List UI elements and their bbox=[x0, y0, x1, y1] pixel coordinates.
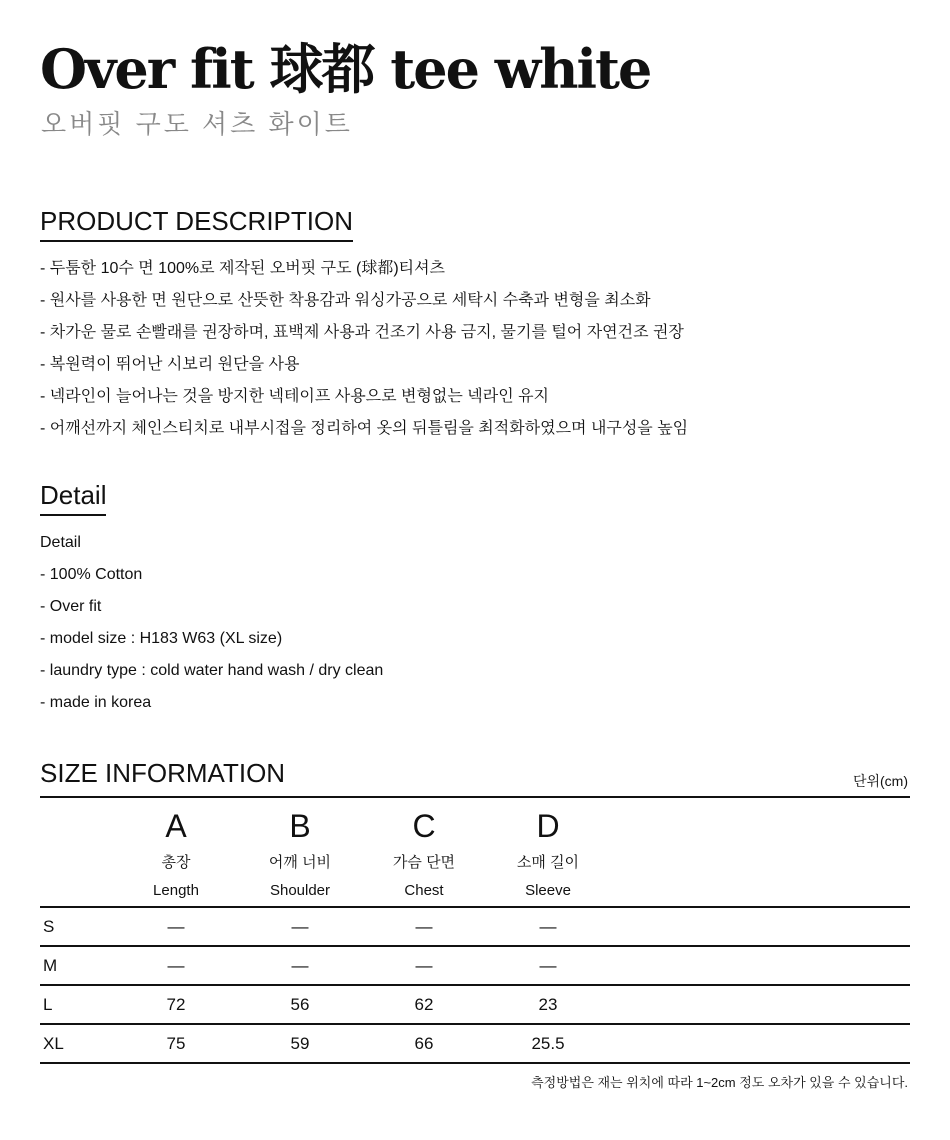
column-name-kr: 소매 길이 bbox=[516, 854, 580, 871]
size-value: — bbox=[114, 946, 238, 985]
size-value: — bbox=[486, 946, 610, 985]
size-value: 25.5 bbox=[486, 1024, 610, 1063]
size-value: — bbox=[238, 946, 362, 985]
column-name-en: Length bbox=[153, 882, 199, 899]
size-row-spacer bbox=[610, 907, 910, 946]
description-item: - 두툼한 10수 면 100%로 제작된 오버핏 구도 (球都)티셔츠 bbox=[40, 260, 446, 277]
column-name-en: Shoulder bbox=[269, 882, 331, 899]
size-value: — bbox=[114, 907, 238, 946]
size-row bbox=[40, 1024, 910, 1063]
product-subtitle: 오버핏 구도 셔츠 화이트 bbox=[41, 109, 353, 139]
detail-item: - made in korea bbox=[40, 694, 152, 711]
size-column-header-spacer bbox=[610, 797, 910, 907]
size-label: L bbox=[40, 985, 114, 1024]
size-label: S bbox=[40, 907, 114, 946]
size-row bbox=[40, 985, 910, 1024]
size-value: — bbox=[362, 907, 486, 946]
detail-list bbox=[40, 531, 383, 723]
size-value: — bbox=[238, 907, 362, 946]
size-value: 66 bbox=[362, 1024, 486, 1063]
detail-item: - model size : H183 W63 (XL size) bbox=[40, 630, 283, 647]
size-value: 62 bbox=[362, 985, 486, 1024]
size-value: — bbox=[486, 907, 610, 946]
description-item: - 복원력이 뛰어난 시보리 원단을 사용 bbox=[40, 356, 300, 373]
size-value: 56 bbox=[238, 985, 362, 1024]
size-value: 75 bbox=[114, 1024, 238, 1063]
description-item: - 원사를 사용한 면 원단으로 산뜻한 착용감과 워싱가공으로 세탁시 수축과 변형을 최소화 bbox=[40, 292, 651, 309]
detail-heading: Detail bbox=[40, 478, 106, 516]
size-value: 72 bbox=[114, 985, 238, 1024]
size-label: M bbox=[40, 946, 114, 985]
column-letter: C bbox=[412, 808, 436, 844]
detail-item: - 100% Cotton bbox=[40, 566, 143, 583]
column-name-kr: 총장 bbox=[161, 854, 191, 871]
size-value: — bbox=[362, 946, 486, 985]
column-letter: B bbox=[289, 808, 311, 844]
size-information-heading: SIZE INFORMATION bbox=[40, 758, 286, 788]
size-column-header bbox=[238, 797, 362, 907]
column-name-kr: 어깨 너비 bbox=[268, 854, 332, 871]
size-row bbox=[40, 946, 910, 985]
measurement-footnote: 측정방법은 재는 위치에 따라 1~2cm 정도 오차가 있을 수 있습니다. bbox=[531, 1075, 908, 1090]
size-table bbox=[40, 796, 910, 1064]
product-description-heading: PRODUCT DESCRIPTION bbox=[40, 204, 353, 242]
unit-label: 단위(cm) bbox=[852, 773, 908, 789]
detail-item: - laundry type : cold water hand wash / dry clean bbox=[40, 662, 384, 679]
size-row-spacer bbox=[610, 1024, 910, 1063]
size-label: XL bbox=[40, 1024, 114, 1063]
description-item: - 어깨선까지 체인스티치로 내부시접을 정리하여 옷의 뒤틀림을 최적화하였으며 내구성을 높임 bbox=[40, 420, 689, 437]
size-table-header-row bbox=[40, 797, 910, 907]
column-letter: D bbox=[536, 808, 560, 844]
product-title: Over fit 球都 tee white bbox=[40, 37, 651, 101]
column-letter: A bbox=[165, 808, 187, 844]
detail-item: Detail bbox=[40, 534, 81, 551]
size-row-spacer bbox=[610, 946, 910, 985]
size-column-header-empty bbox=[40, 797, 114, 907]
detail-item: - Over fit bbox=[40, 598, 102, 615]
column-name-en: Chest bbox=[404, 882, 444, 899]
column-name-kr: 가슴 단면 bbox=[392, 854, 456, 871]
size-row bbox=[40, 907, 910, 946]
size-value: 23 bbox=[486, 985, 610, 1024]
size-column-header bbox=[114, 797, 238, 907]
column-name-en: Sleeve bbox=[525, 882, 571, 899]
product-description-list bbox=[40, 257, 688, 449]
description-item: - 넥라인이 늘어나는 것을 방지한 넥테이프 사용으로 변형없는 넥라인 유지 bbox=[40, 388, 550, 405]
size-value: 59 bbox=[238, 1024, 362, 1063]
description-item: - 차가운 물로 손빨래를 권장하며, 표백제 사용과 건조기 사용 금지, 물기를 털어 자연건조 권장 bbox=[40, 324, 684, 341]
size-row-spacer bbox=[610, 985, 910, 1024]
size-column-header bbox=[362, 797, 486, 907]
size-column-header bbox=[486, 797, 610, 907]
